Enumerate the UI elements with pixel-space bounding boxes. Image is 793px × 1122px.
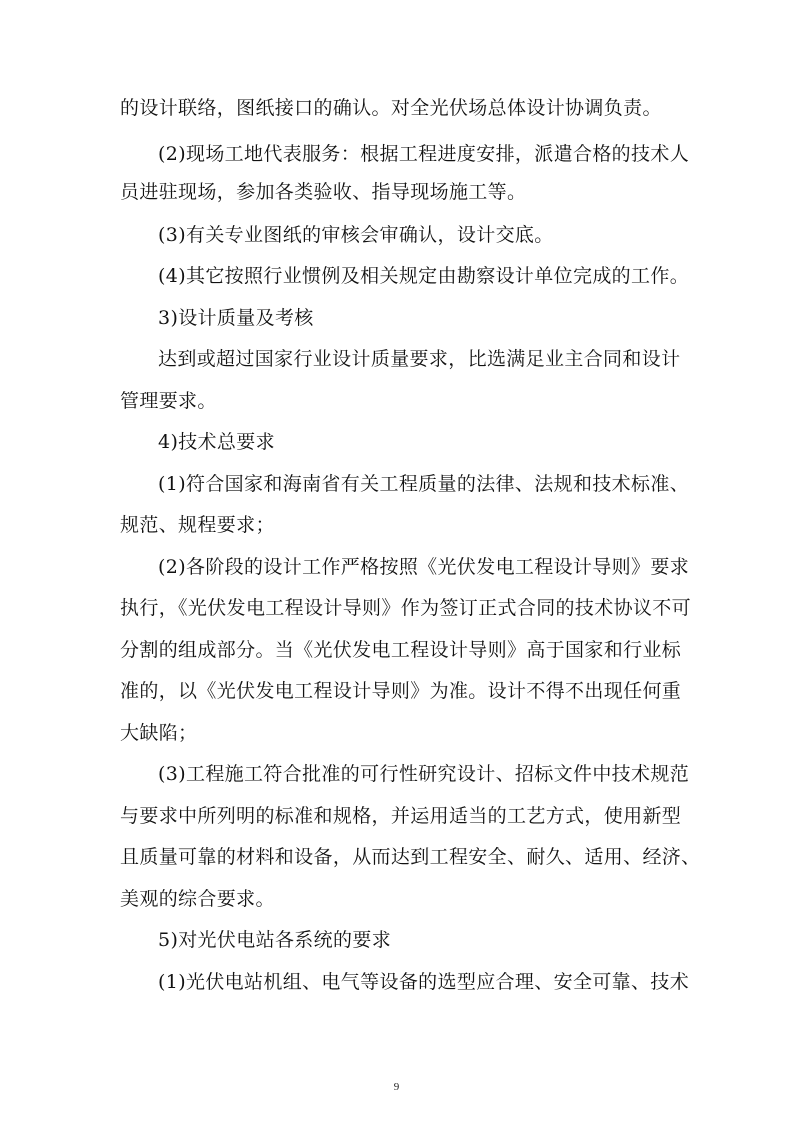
text-line: 分割的组成部分。当《光伏发电工程设计导则》高于国家和行业标	[120, 639, 682, 661]
text-line: 的设计联络，图纸接口的确认。对全光伏场总体设计协调负责。	[120, 97, 662, 119]
page-number: 9	[393, 1081, 400, 1093]
text-line: 规范、规程要求；	[120, 514, 275, 536]
text-line: (2)各阶段的设计工作严格按照《光伏发电工程设计导则》要求	[158, 556, 690, 578]
text-line: (2)现场工地代表服务：根据工程进度安排，派遣合格的技术人	[158, 143, 690, 165]
text-line: (4)其它按照行业惯例及相关规定由勘察设计单位完成的工作。	[158, 265, 690, 287]
text-line: 与要求中所列明的标准和规格，并运用适当的工艺方式，使用新型	[120, 805, 682, 827]
text-line: 且质量可靠的材料和设备，从而达到工程安全、耐久、适用、经济、	[120, 846, 701, 868]
text-line: (3)有关专业图纸的审核会审确认，设计交底。	[158, 224, 554, 246]
text-line: (1)符合国家和海南省有关工程质量的法律、法规和技术标准、	[158, 473, 690, 495]
text-line: 执行，《光伏发电工程设计导则》作为签订正式合同的技术协议不可	[120, 597, 692, 619]
section-heading: 3)设计质量及考核	[158, 307, 314, 329]
text-line: 员进驻现场，参加各类验收、指导现场施工等。	[120, 181, 527, 203]
text-line: (1)光伏电站机组、电气等设备的选型应合理、安全可靠、技术	[158, 971, 690, 993]
section-heading: 5)对光伏电站各系统的要求	[158, 929, 392, 951]
text-line: 达到或超过国家行业设计质量要求，比选满足业主合同和设计	[158, 348, 681, 370]
section-heading: 4)技术总要求	[158, 431, 275, 453]
text-line: 大缺陷；	[120, 722, 198, 744]
text-line: 管理要求。	[120, 390, 217, 412]
text-line: 准的，以《光伏发电工程设计导则》为准。设计不得不出现任何重	[120, 680, 682, 702]
text-line: (3)工程施工符合批准的可行性研究设计、招标文件中技术规范	[158, 763, 690, 785]
text-line: 美观的综合要求。	[120, 888, 275, 910]
